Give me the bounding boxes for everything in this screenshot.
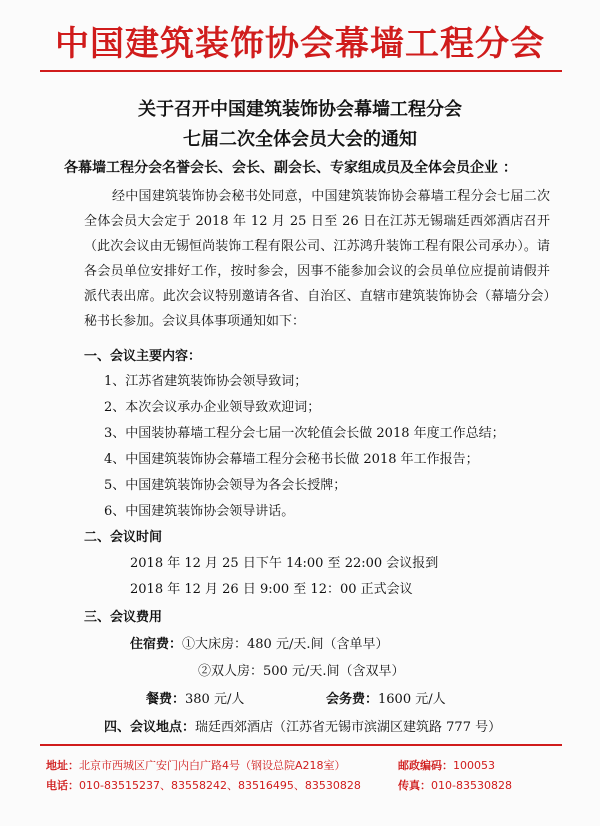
time-item: 2018 年 12 月 26 日 9:00 至 12：00 正式会议 [130, 582, 413, 597]
notice-salutation: 各幕墙工程分会名誉会长、会长、副会长、专家组成员及全体会员企业 ： [64, 160, 517, 176]
intro-paragraph: 经中国建筑装饰协会秘书处同意，中国建筑装饰协会幕墙工程分会七届二次全体会员大会定于 2018 年 12 月 25 日至 26 日在江苏无锡瑞廷西郊酒店召开（此次会议由无锡恒尚装饰工程有限公司、江苏鸿升装饰工程有限公司承办）。请各会员单位安排好工作，按时参会，因事不能参加会议的会员单位应提前请假并派代表出席。此次会议特别邀请各省、自治区、直辖市建筑装饰协会（幕墙分会）秘书长参加。会议具体事项通知如下： [84, 189, 550, 329]
phone-label: 电话： [46, 779, 79, 792]
footer-divider [40, 744, 562, 746]
fee-heading: 三、会议费用 [84, 610, 163, 625]
lodging-label: 住宿费： [130, 637, 183, 652]
content-heading: 一、会议主要内容： [84, 349, 202, 364]
footer-address [46, 757, 346, 773]
meal-fee-label: 餐费： [146, 692, 186, 707]
content-item: 3、中国装协幕墙工程分会七届一次轮值会长做 2018 年度工作总结； [104, 426, 505, 441]
notice-title-line-2: 七届二次全体会员大会的通知 [183, 129, 417, 150]
lodging-option: ①大床房：480 元/天.间（含单早） [182, 637, 389, 652]
meal-fee-value: 380 元/人 [185, 692, 245, 707]
phone-value: 010-83515237、83558242、83516495、83530828 [79, 779, 361, 792]
header-divider [40, 70, 562, 72]
postcode-value: 100053 [453, 759, 495, 772]
time-heading: 二、会议时间 [84, 530, 163, 545]
postcode-label: 邮政编码： [398, 759, 453, 772]
venue-row [104, 716, 501, 735]
lodging-row [130, 633, 388, 652]
footer-fax [398, 777, 512, 793]
organization-letterhead-title: 中国建筑装饰协会幕墙工程分会 [55, 24, 545, 64]
meal-fee-row [146, 688, 244, 707]
intro-paragraph-block [84, 184, 550, 334]
content-item: 2、本次会议承办企业领导致欢迎词； [104, 400, 321, 415]
conference-fee-row [326, 688, 446, 707]
address-label: 地址： [46, 759, 79, 772]
conference-fee-value: 1600 元/人 [378, 692, 446, 707]
fax-value: 010-83530828 [431, 779, 512, 792]
time-item: 2018 年 12 月 25 日下午 14:00 至 22:00 会议报到 [130, 556, 439, 571]
fax-label: 传真： [398, 779, 431, 792]
content-item: 4、中国建筑装饰协会幕墙工程分会秘书长做 2018 年工作报告； [104, 452, 479, 467]
notice-title-line-1: 关于召开中国建筑装饰协会幕墙工程分会 [138, 99, 462, 120]
content-item: 5、中国建筑装饰协会领导为各会长授牌； [104, 478, 347, 493]
content-item: 1、江苏省建筑装饰协会领导致词； [104, 374, 308, 389]
venue-heading: 四、会议地点： [104, 720, 196, 735]
address-value: 北京市西城区广安门内白广路4号（钢设总院A218室） [79, 759, 346, 772]
footer-phone [46, 777, 361, 793]
venue-value: 瑞廷西郊酒店（江苏省无锡市滨湖区建筑路 777 号） [195, 720, 502, 735]
footer-postcode [398, 757, 495, 773]
content-item: 6、中国建筑装饰协会领导讲话。 [104, 504, 295, 519]
conference-fee-label: 会务费： [326, 692, 379, 707]
lodging-option: ②双人房：500 元/天.间（含双早） [198, 664, 405, 679]
